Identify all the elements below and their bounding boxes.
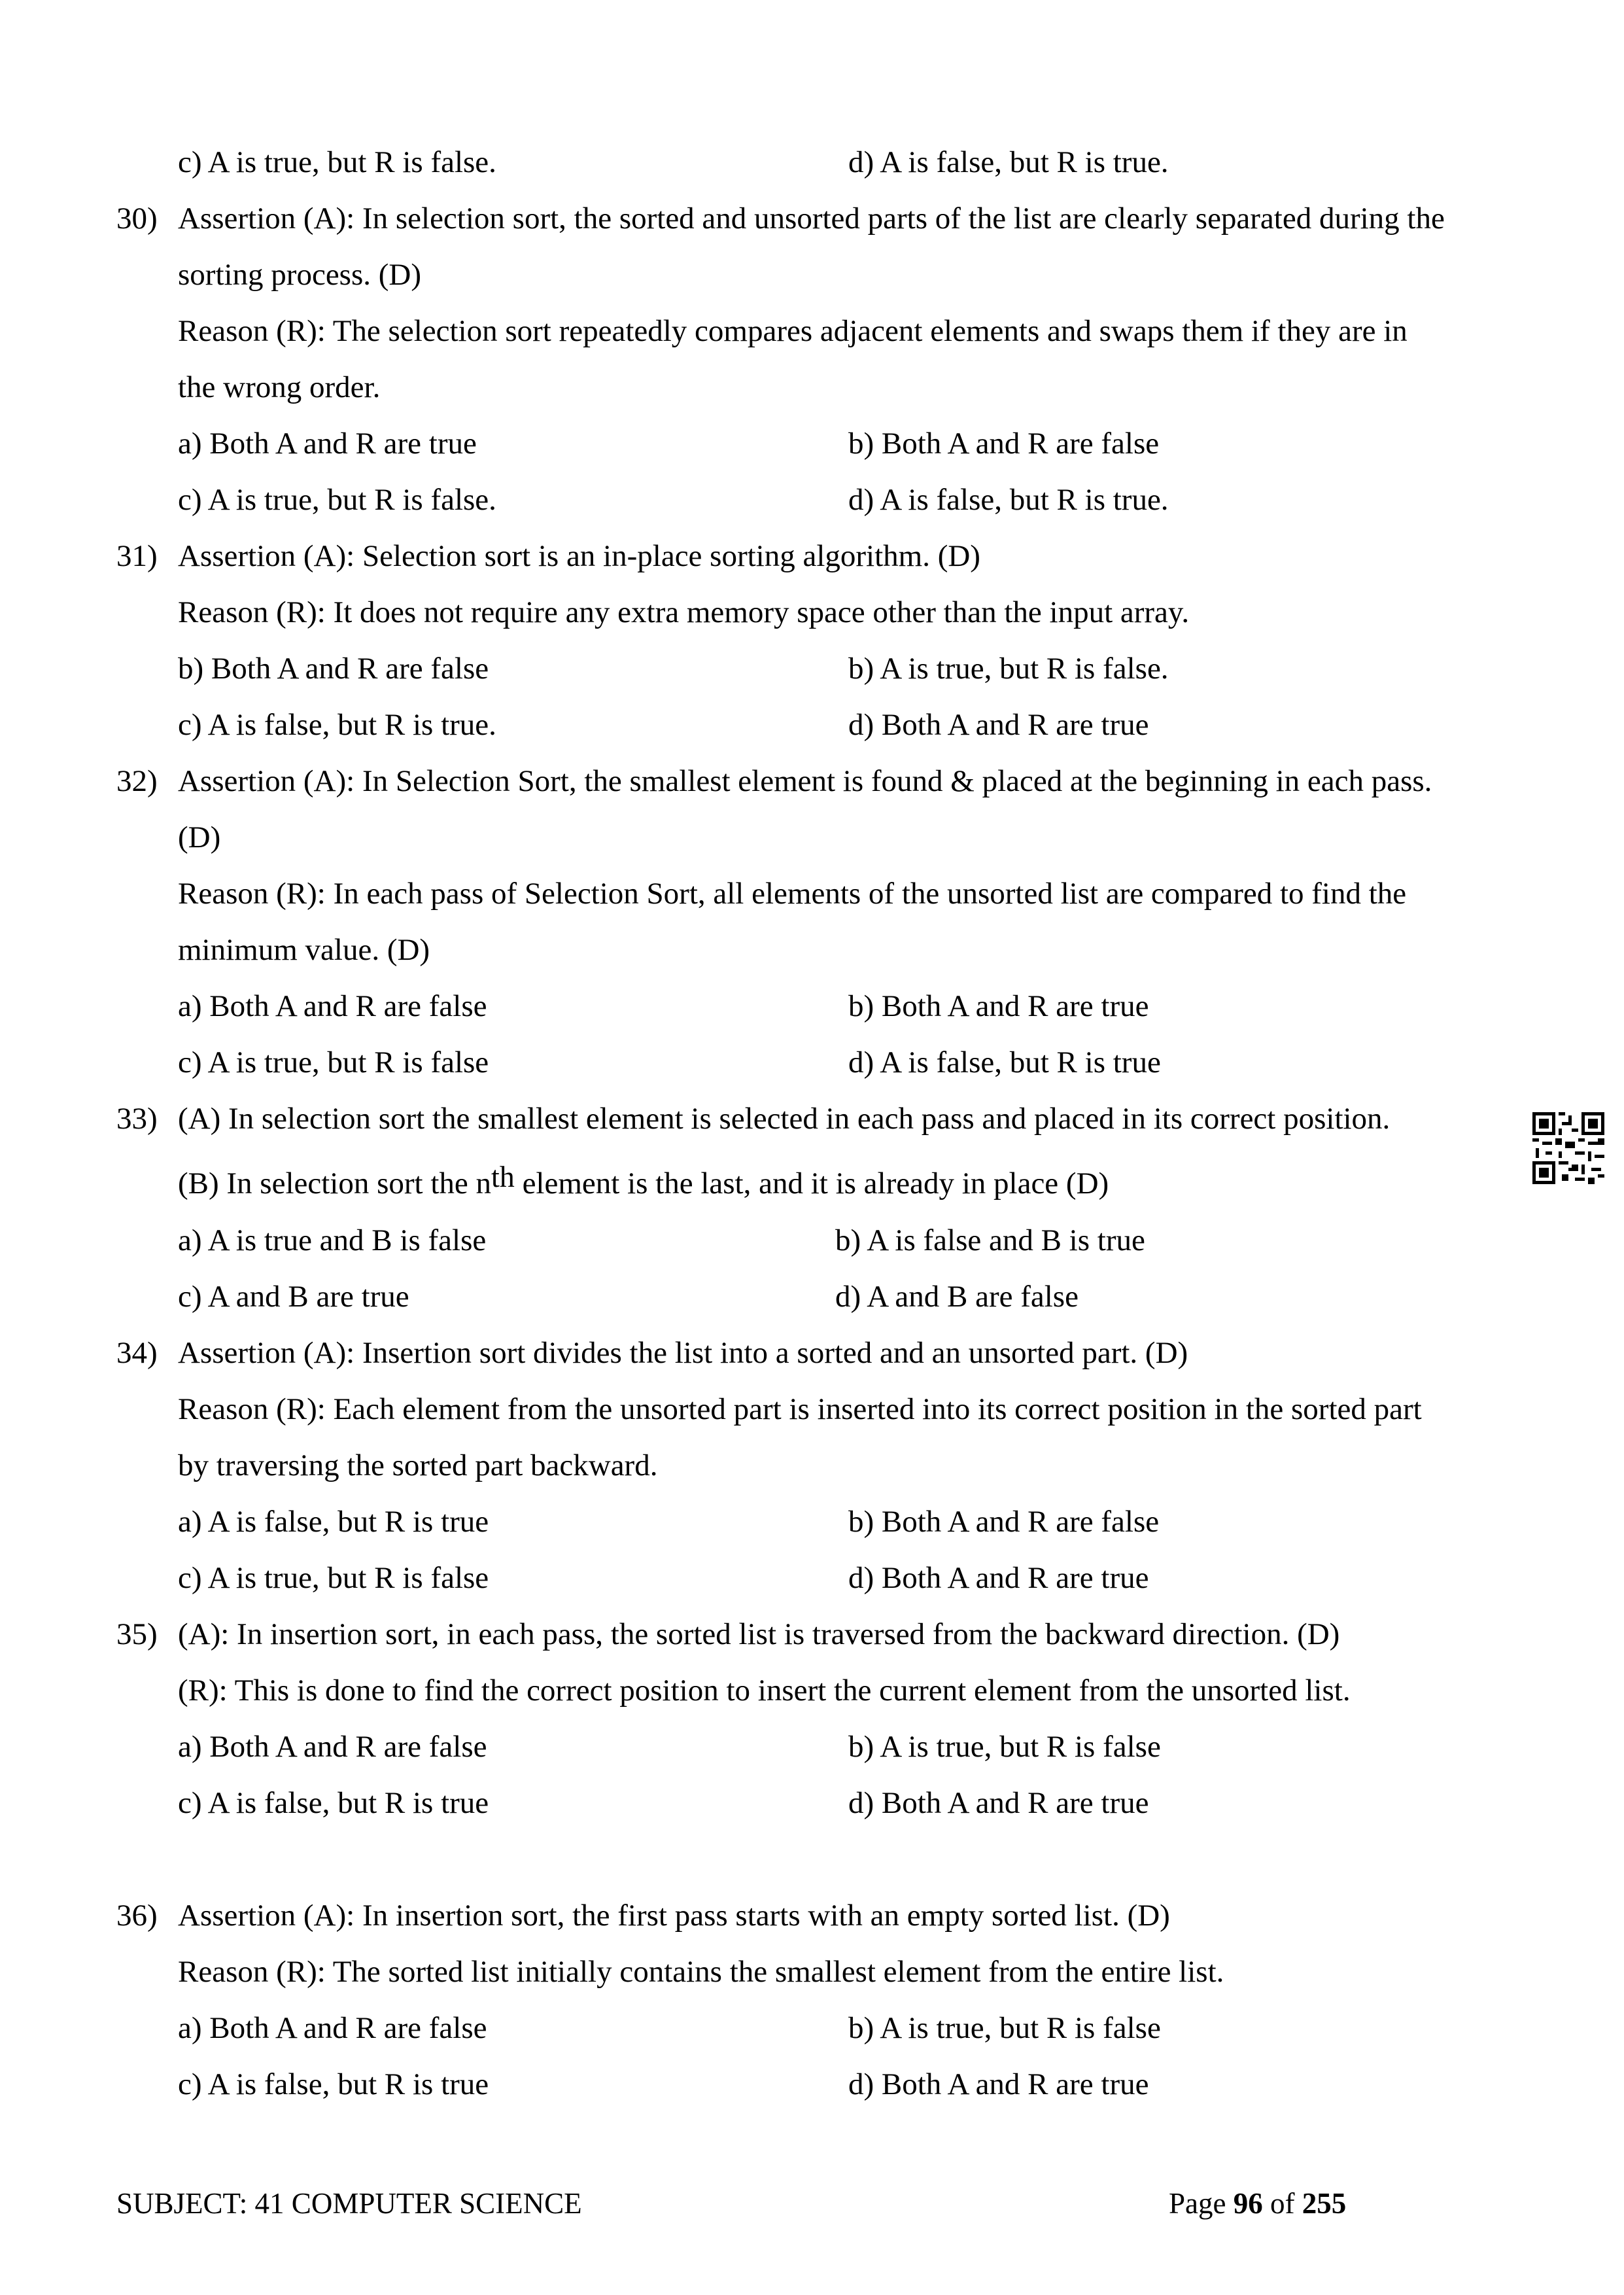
option-d: d) Both A and R are true	[848, 2067, 1149, 2101]
page-total: 255	[1302, 2187, 1347, 2220]
assertion-line-2: sorting process. (D)	[178, 258, 422, 292]
question-number: 33)	[116, 1102, 158, 1136]
assertion-line-1: Assertion (A): In selection sort, the sorted and unsorted parts of the list are clearly separated during the	[178, 201, 1445, 236]
assertion: Assertion (A): In insertion sort, the first pass starts with an empty sorted list. (D)	[178, 1899, 1170, 1933]
superscript-th: th	[491, 1160, 515, 1193]
statement-b-pre: (B) In selection sort the n	[178, 1166, 492, 1200]
option-a: a) Both A and R are false	[178, 989, 487, 1023]
statement-b	[178, 1155, 1538, 1212]
option-b: b) Both A and R are false	[848, 427, 1160, 461]
option-c: c) A is true, but R is false.	[178, 483, 496, 517]
option-c: c) A is true, but R is false	[178, 1561, 489, 1595]
page-current: 96	[1233, 2187, 1263, 2220]
reason-line-2: minimum value. (D)	[178, 933, 430, 967]
option-d: d) A and B are false	[835, 1280, 1079, 1314]
option-b: b) A is true, but R is false	[848, 1730, 1161, 1764]
option-a: a) Both A and R are true	[178, 427, 477, 461]
option-a: a) Both A and R are false	[178, 2011, 487, 2045]
reason: Reason (R): It does not require any extra memory space other than the input array.	[178, 595, 1190, 629]
reason-line-2: the wrong order.	[178, 370, 381, 404]
option-d: d) A is false, but R is true	[848, 1045, 1161, 1079]
option-b: b) A is false and B is true	[835, 1223, 1145, 1257]
option-c: c) A is false, but R is true	[178, 1786, 489, 1820]
reason: Reason (R): The sorted list initially contains the smallest element from the entire list.	[178, 1955, 1224, 1989]
option-a: a) Both A and R are false	[178, 1730, 487, 1764]
question-number: 32)	[116, 764, 158, 798]
assertion: Assertion (A): Insertion sort divides the list into a sorted and an unsorted part. (D)	[178, 1336, 1188, 1370]
question-number: 30)	[116, 201, 158, 236]
option-c-prev: c) A is true, but R is false.	[178, 145, 496, 179]
statement-a: (A) In selection sort the smallest element is selected in each pass and placed in its correct position.	[178, 1102, 1391, 1136]
reason-line-1: Reason (R): In each pass of Selection Sort, all elements of the unsorted list are compared to find the	[178, 877, 1407, 911]
reason-line-2: by traversing the sorted part backward.	[178, 1448, 658, 1482]
option-d: d) Both A and R are true	[848, 708, 1149, 742]
footer-page-number	[1169, 2184, 1346, 2223]
option-a: b) Both A and R are false	[178, 652, 489, 686]
qr-code-graphic	[1532, 1112, 1604, 1184]
page-prefix: Page	[1169, 2187, 1234, 2220]
reason: (R): This is done to find the correct position to insert the current element from the unsorted list.	[178, 1673, 1351, 1708]
question-number: 31)	[116, 539, 158, 573]
assertion-line-1: Assertion (A): In Selection Sort, the smallest element is found & placed at the beginning in each pass.	[178, 764, 1432, 798]
option-d: d) A is false, but R is true.	[848, 483, 1169, 517]
page-mid: of	[1262, 2187, 1302, 2220]
assertion-line-2: (D)	[178, 820, 221, 854]
reason-line-1: Reason (R): The selection sort repeatedly compares adjacent elements and swaps them if they are in	[178, 314, 1408, 348]
option-b: b) Both A and R are true	[848, 989, 1149, 1023]
option-c: c) A and B are true	[178, 1280, 409, 1314]
question-number: 36)	[116, 1899, 158, 1933]
footer-subject: SUBJECT: 41 COMPUTER SCIENCE	[116, 2187, 582, 2220]
option-d: d) Both A and R are true	[848, 1561, 1149, 1595]
qr-code-icon	[1532, 1112, 1604, 1184]
option-c: c) A is false, but R is true.	[178, 708, 496, 742]
option-d-prev: d) A is false, but R is true.	[848, 145, 1169, 179]
option-a: a) A is true and B is false	[178, 1223, 487, 1257]
option-b: b) A is true, but R is false	[848, 2011, 1161, 2045]
option-d: d) Both A and R are true	[848, 1786, 1149, 1820]
option-c: c) A is true, but R is false	[178, 1045, 489, 1079]
option-a: a) A is false, but R is true	[178, 1505, 489, 1539]
assertion: (A): In insertion sort, in each pass, the sorted list is traversed from the backward direction. (D)	[178, 1617, 1340, 1651]
assertion: Assertion (A): Selection sort is an in-place sorting algorithm. (D)	[178, 539, 980, 573]
option-b: b) A is true, but R is false.	[848, 652, 1169, 686]
statement-b-post: element is the last, and it is already in place (D)	[514, 1166, 1109, 1200]
option-c: c) A is false, but R is true	[178, 2067, 489, 2101]
question-number: 34)	[116, 1336, 158, 1370]
question-number: 35)	[116, 1617, 158, 1651]
option-b: b) Both A and R are false	[848, 1505, 1160, 1539]
reason-line-1: Reason (R): Each element from the unsorted part is inserted into its correct position in the sorted part	[178, 1392, 1422, 1426]
